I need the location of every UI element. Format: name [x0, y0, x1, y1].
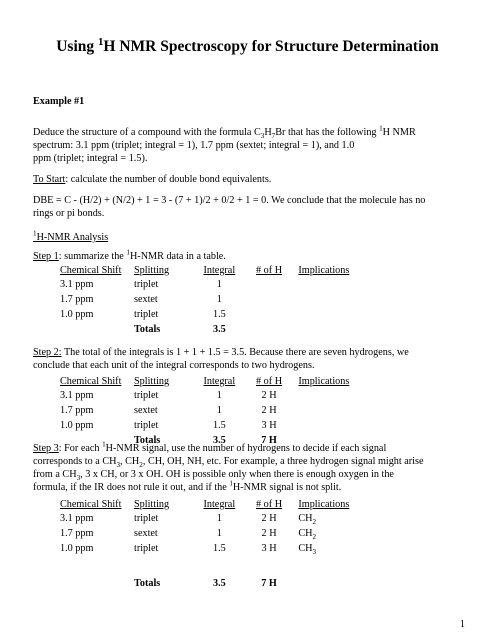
col-header: Chemical Shift [60, 499, 122, 510]
data-table-3 [60, 498, 400, 591]
intro-line-2: spectrum: 3.1 ppm (triplet; integral = 1), 1.7 ppm (sextet; integral = 1), and 1.0 [33, 140, 355, 151]
dbe-line-1: DBE = C - (H/2) + (N/2) + 1 = 3 - (7 + 1)/2 + 0/2 + 1 = 0. We conclude that the molecule has no [33, 195, 426, 206]
table-row: 1.7 ppm sextet 1 2 H $CH_2$ [60, 528, 317, 542]
col-header: Implications [298, 265, 350, 276]
step-2-line-2: conclude that each unit of the integral corresponds to two hydrogens. [33, 360, 315, 371]
document-title: Using $^1$H NMR Spectroscopy for Structure Determination [56, 35, 439, 55]
data-table-2 [60, 375, 400, 448]
table-row: 1.7 ppm sextet 1 2 H [60, 405, 277, 416]
to-start: To Start: calculate the number of double bond equivalents. [33, 174, 272, 185]
table-row: 3.1 ppm triplet 1 2 H [60, 390, 277, 401]
step-3-line-3: from a $CH_3$, 3 x CH, or 3 x OH. OH is possible only when there is enough oxygen in the [33, 469, 394, 483]
col-header: Splitting [134, 376, 170, 387]
col-header: Chemical Shift [60, 376, 122, 387]
col-header: Integral [203, 499, 236, 510]
intro-line-1: Deduce the structure of a compound with the formula $C_3H_7Br$ that has the following $^1$H NMR [33, 124, 416, 141]
page-number: 1 [459, 619, 465, 630]
totals-row: Totals 3.5 7 H [134, 578, 277, 589]
col-header: Splitting [134, 265, 170, 276]
step-3-line-4: formula, if the IR does not rule it out, and if the $^1$H-NMR signal is not split. [33, 479, 342, 493]
totals-row: Totals 3.5 [134, 324, 226, 335]
data-table-1 [60, 264, 400, 337]
table-row: 1.7 ppm sextet 1 [60, 294, 222, 305]
col-header: # of H [256, 376, 283, 387]
table-row: 3.1 ppm triplet 1 2 H $CH_2$ [60, 513, 317, 527]
col-header: Splitting [134, 499, 170, 510]
step-1: Step 1: summarize the $^1$H-NMR data in a table. [33, 248, 226, 262]
intro-line-3: ppm (triplet; integral = 1.5). [33, 153, 148, 164]
col-header: Chemical Shift [60, 265, 122, 276]
col-header: # of H [256, 499, 283, 510]
table-row: 1.0 ppm triplet 1.5 3 H $CH_3$ [60, 543, 317, 557]
table-row: 3.1 ppm triplet 1 [60, 279, 222, 290]
example-label: Example #1 [33, 96, 85, 107]
col-header: Integral [203, 376, 236, 387]
dbe-line-2: rings or pi bonds. [33, 208, 105, 219]
analysis-heading: $^1$H-NMR Analysis [33, 229, 109, 243]
step-3-line-1: Step 3: For each $^1$H-NMR signal, use the number of hydrogens to decide if each signal [33, 440, 387, 454]
step-2-line-1: Step 2: The total of the integrals is 1 + 1 + 1.5 = 3.5. Because there are seven hydrogens, we [33, 347, 409, 358]
col-header: # of H [256, 265, 283, 276]
table-row: 1.0 ppm triplet 1.5 [60, 309, 226, 320]
col-header: Implications [298, 376, 350, 387]
col-header: Implications [298, 499, 350, 510]
step-3-line-2: corresponds to a $CH_3$, $CH_2$, CH, OH, NH, etc. For example, a three hydrogen signal might arise [33, 456, 424, 470]
totals-row: Totals 3.5 7 H [134, 435, 277, 446]
col-header: Integral [203, 265, 236, 276]
table-row: 1.0 ppm triplet 1.5 3 H [60, 420, 277, 431]
